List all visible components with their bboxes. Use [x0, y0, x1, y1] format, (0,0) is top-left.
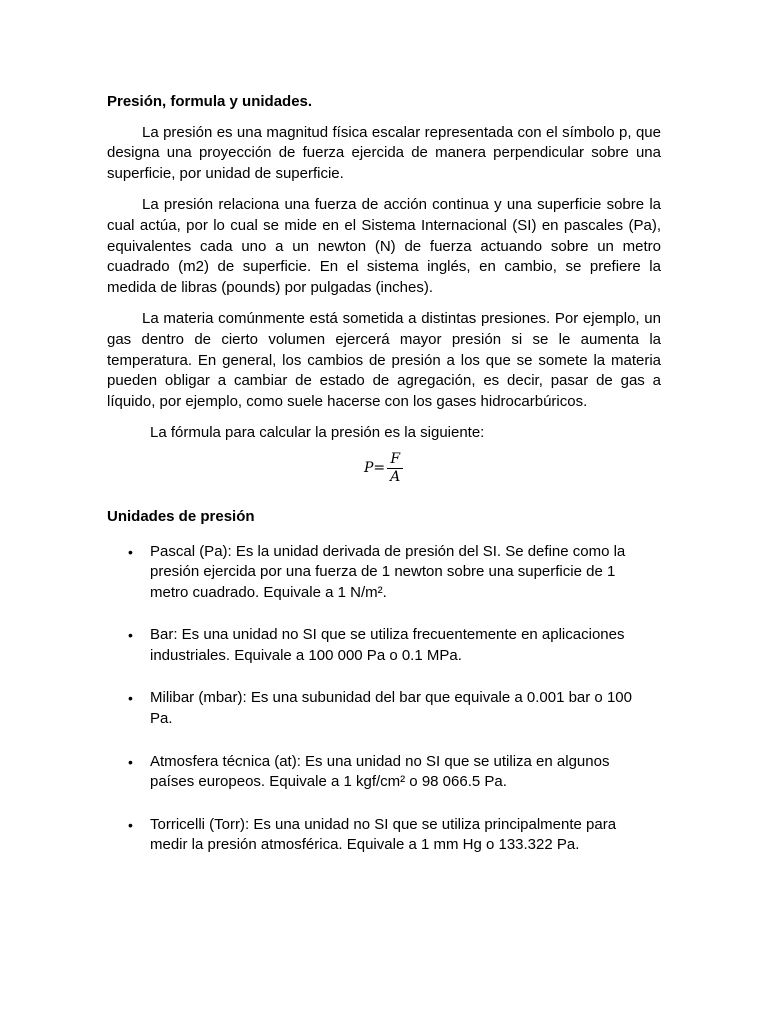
unit-torricelli: Torricelli (Torr): Es una unidad no SI que se utiliza principalmente para medir la presión atmosférica. Equivale a 1 mm Hg o 133.322 Pa.	[150, 815, 617, 854]
formula-numerator: F	[387, 452, 403, 469]
bullet-icon: •	[128, 753, 133, 770]
list-item	[107, 815, 632, 856]
list-item	[107, 542, 632, 604]
bullet-icon: •	[128, 690, 133, 707]
pressure-formula	[107, 450, 661, 496]
unit-bar: Bar: Es una unidad no SI que se utiliza frecuentemente en aplicaciones industriales. Equivale a 100 000 Pa o 0.1 MPa.	[150, 626, 625, 664]
bullet-icon: •	[128, 543, 133, 560]
list-item	[107, 688, 632, 729]
paragraph-definition: La presión es una magnitud física escalar representada con el símbolo p, que designa una proyección de fuerza ejercida de manera perpendicular sobre una superficie, por unidad de superficie.	[107, 123, 661, 182]
list-item	[107, 625, 632, 666]
list-item	[107, 752, 632, 793]
document-title: Presión, formula y unidades.	[107, 93, 313, 110]
units-heading: Unidades de presión	[107, 507, 255, 525]
units-list	[107, 542, 661, 857]
document-page	[107, 92, 661, 878]
formula-intro: La fórmula para calcular la presión es la siguiente:	[150, 424, 485, 442]
formula-denominator: A	[390, 468, 401, 485]
bullet-icon: •	[128, 816, 133, 833]
paragraph-matter: La materia comúnmente está sometida a distintas presiones. Por ejemplo, un gas dentro de cierto volumen ejercerá mayor presión si se le aumenta la temperatura. En general, los cambios de presión a los que se somete la materia pueden obligar a cambiar de estado de agregación, es decir, pasar de gas a líquido, por ejemplo, como suele hacerse con los gases hidrocarbúricos.	[107, 310, 661, 410]
formula-lhs: P=	[364, 460, 386, 477]
paragraph-units-si: La presión relaciona una fuerza de acción continua y una superficie sobre la cual actúa, por lo cual se mide en el Sistema Internacional (SI) en pascales (Pa), equivalentes cada uno a un newton (N) de fuerza actuando sobre un metro cuadrado (m2) de superficie. En el sistema inglés, en cambio, se prefiere la medida de libras (pounds) por pulgadas (inches).	[107, 196, 661, 296]
bullet-icon: •	[128, 627, 133, 644]
unit-atmosfera-tecnica: Atmosfera técnica (at): Es una unidad no SI que se utiliza en algunos países europeos. Equivale a 1 kgf/cm² o 98 066.5 Pa.	[150, 752, 610, 791]
formula-fraction	[387, 452, 403, 485]
unit-pascal: Pascal (Pa): Es la unidad derivada de presión del SI. Se define como la presión ejercida por una fuerza de 1 newton sobre una superficie de 1 metro cuadrado. Equivale a 1 N/m².	[150, 542, 626, 601]
unit-milibar: Milibar (mbar): Es una subunidad del bar que equivale a 0.001 bar o 100 Pa.	[150, 689, 632, 728]
